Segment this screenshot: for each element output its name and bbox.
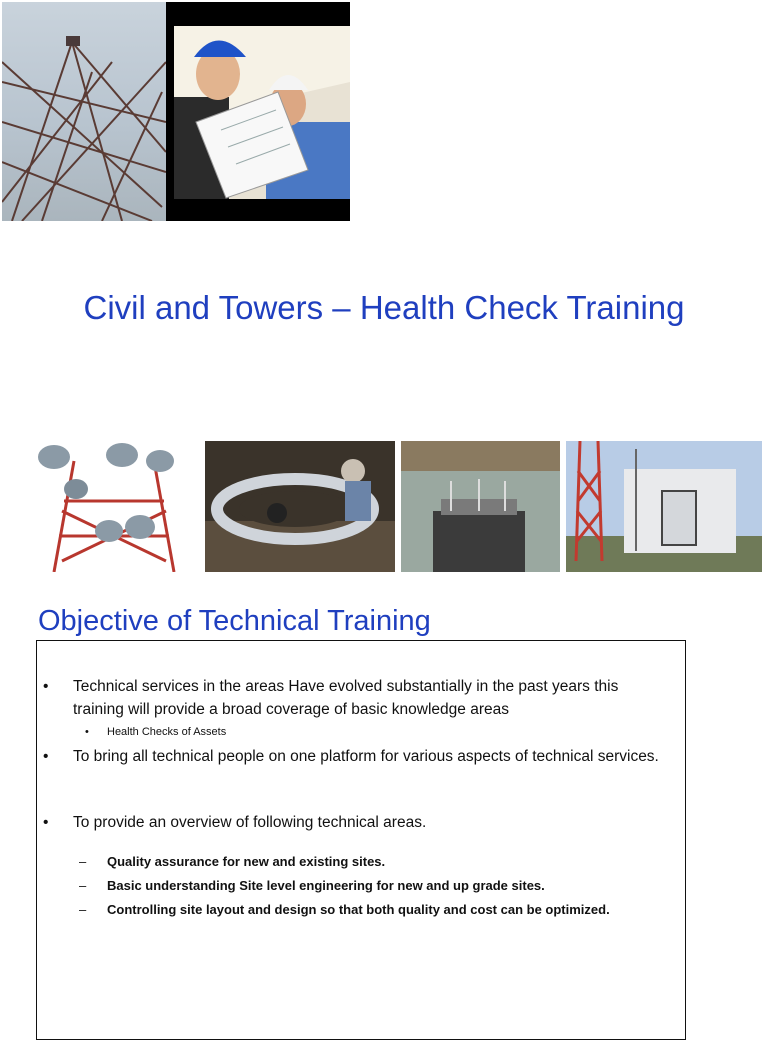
antenna-tower-photo (14, 441, 200, 572)
antenna-tower-graphic (14, 441, 200, 572)
tower-photo (2, 2, 166, 221)
bullet-item (37, 675, 677, 723)
bullet-item (37, 811, 677, 835)
engineers-graphic (166, 2, 350, 221)
page-title: Civil and Towers – Health Check Training (83, 289, 685, 326)
engineers-photo (166, 2, 350, 221)
dash-text: Quality assurance for new and existing sites. (107, 854, 386, 869)
tower-lattice-graphic (2, 2, 166, 221)
equipment-shelter-photo (566, 441, 762, 572)
bullet-marker: • (43, 814, 49, 831)
bullet-text: To provide an overview of following technical areas. (73, 814, 427, 831)
bullet-marker: • (85, 726, 89, 738)
dash-marker: – (79, 878, 87, 893)
dash-text: Controlling site layout and design so that both quality and cost can be optimized. (107, 902, 610, 917)
bullet-marker: • (43, 678, 49, 695)
bullet-text: Technical services in the areas Have evolved substantially in the past years this training will provide a broad coverage of basic knowledge areas (73, 678, 619, 718)
objective-box (36, 640, 686, 1040)
dash-item (37, 874, 677, 898)
bullet-text: To bring all technical people on one platform for various aspects of technical services. (73, 748, 659, 765)
bullet-item (37, 745, 677, 793)
dash-marker: – (79, 854, 87, 869)
foundation-cage-graphic (205, 441, 395, 572)
dash-item (37, 850, 677, 874)
dash-item (37, 898, 677, 922)
objective-heading: Objective of Technical Training (38, 605, 431, 637)
dash-text: Basic understanding Site level engineering for new and up grade sites. (107, 878, 545, 893)
sub-bullet-item (37, 724, 677, 742)
equipment-shelter-graphic (566, 441, 762, 572)
foundation-cage-photo (205, 441, 395, 572)
excavation-pit-graphic (401, 441, 560, 572)
dash-marker: – (79, 902, 87, 917)
bullet-text: Health Checks of Assets (107, 726, 227, 738)
bullet-marker: • (43, 748, 49, 765)
excavation-pit-photo (401, 441, 560, 572)
